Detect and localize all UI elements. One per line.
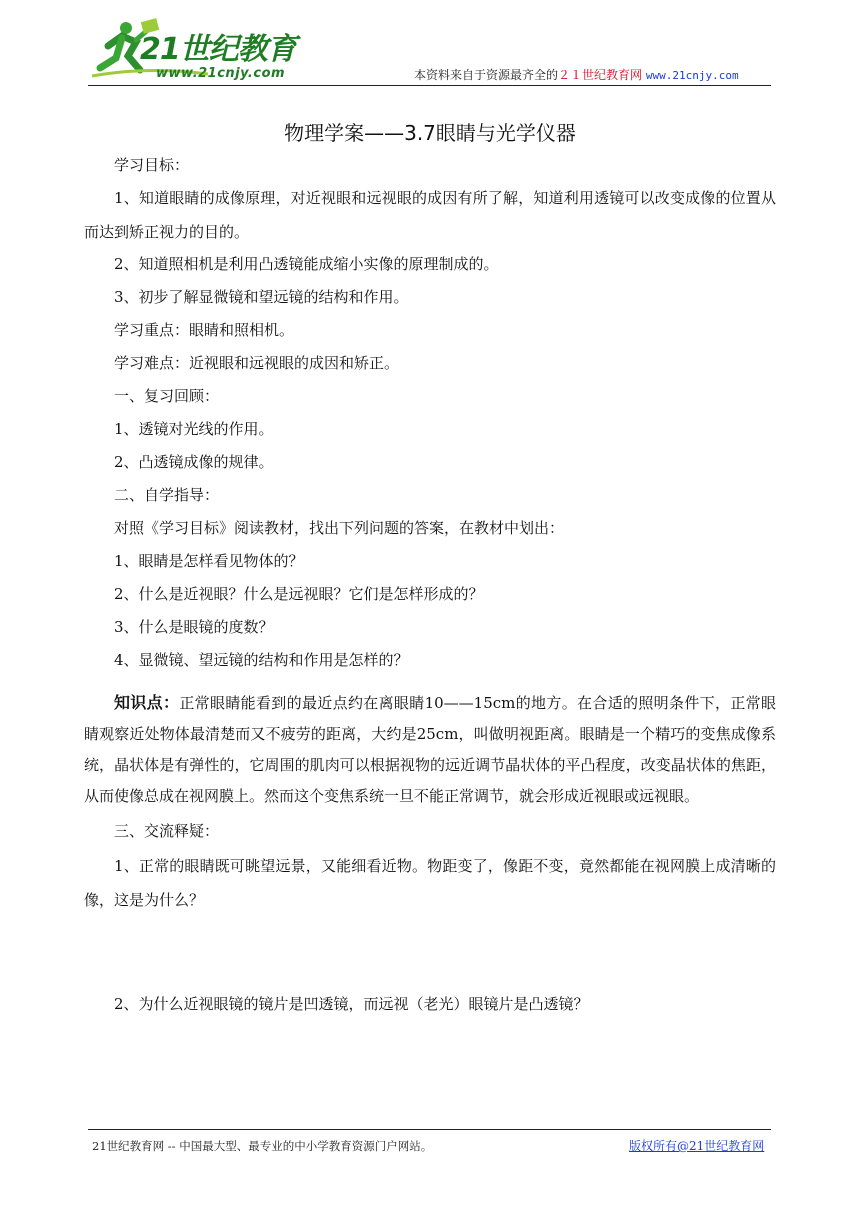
goal-1: 1、知道眼睛的成像原理，对近视眼和远视眼的成因有所了解，知道利用透镜可以改变成像的位置从而达到矫正视力的目的。 — [84, 189, 776, 241]
footer-copyright-link[interactable]: 版权所有@21世纪教育网 — [629, 1139, 765, 1153]
header-note-site: ２１世纪教育网 — [558, 68, 643, 82]
guide-intro: 对照《学习目标》阅读教材，找出下列问题的答案，在教材中划出： — [114, 519, 565, 537]
footer-text: 21世纪教育网 -- 中国最大型、最专业的中小学教育资源门户网站。 — [92, 1139, 433, 1153]
logo-brand: 21世纪教育 — [140, 32, 296, 67]
goal-2: 2、知道照相机是利用凸透镜能成缩小实像的原理制成的。 — [114, 255, 499, 273]
footer-divider — [88, 1129, 771, 1130]
goal-3: 3、初步了解显微镜和望远镜的结构和作用。 — [114, 288, 409, 306]
discuss-question-2: 2、为什么近视眼镜的镜片是凹透镜，而远视（老光）眼镜片是凸透镜？ — [114, 995, 589, 1013]
difficulty: 学习难点：近视眼和远视眼的成因和矫正。 — [114, 354, 400, 372]
question-3: 3、什么是眼镜的度数？ — [114, 618, 274, 636]
review-item-2: 2、凸透镜成像的规律。 — [114, 453, 274, 471]
header-note-prefix: 本资料来自于资源最齐全的 — [414, 68, 559, 82]
review-heading: 一、复习回顾： — [114, 387, 220, 405]
discuss-heading: 三、交流释疑： — [114, 822, 220, 840]
guide-heading: 二、自学指导： — [114, 486, 220, 504]
document-body — [84, 154, 776, 1026]
header-note-url[interactable]: www.21cnjy.com — [645, 69, 739, 82]
question-1: 1、眼睛是怎样看见物体的？ — [114, 552, 304, 570]
review-item-1: 1、透镜对光线的作用。 — [114, 420, 274, 438]
question-4: 4、显微镜、望远镜的结构和作用是怎样的？ — [114, 651, 409, 669]
header-note — [414, 66, 739, 83]
discuss-question-1: 1、正常的眼睛既可眺望远景，又能细看近物。物距变了，像距不变，竟然都能在视网膜上成清晰的像，这是为什么？ — [84, 857, 776, 909]
question-2: 2、什么是近视眼？什么是远视眼？它们是怎样形成的？ — [114, 585, 484, 603]
page-header — [0, 0, 860, 100]
header-divider — [88, 85, 771, 86]
page-title: 物理学案——3.7眼睛与光学仪器 — [284, 121, 576, 145]
goals-heading: 学习目标： — [114, 156, 190, 174]
logo-url: www.21cnjy.com — [156, 66, 286, 81]
knowledge-label: 知识点： — [114, 693, 180, 712]
key-point: 学习重点：眼睛和照相机。 — [114, 321, 295, 339]
knowledge-paragraph — [84, 687, 776, 812]
knowledge-text: 正常眼睛能看到的最近点约在离眼睛10——15cm的地方。在合适的照明条件下，正常眼睛观察近处物体最清楚而又不疲劳的距离，大约是25cm，叫做明视距离。眼睛是一个精巧的变焦成像系统，晶状体是有弹性的，它周围的肌肉可以根据视物的远近调节晶状体的平凸程度，改变晶状体的焦距，从而使像总成在视网膜上。然而这个变焦系统一旦不能正常调节，就会形成近视眼或远视眼。 — [84, 694, 776, 805]
